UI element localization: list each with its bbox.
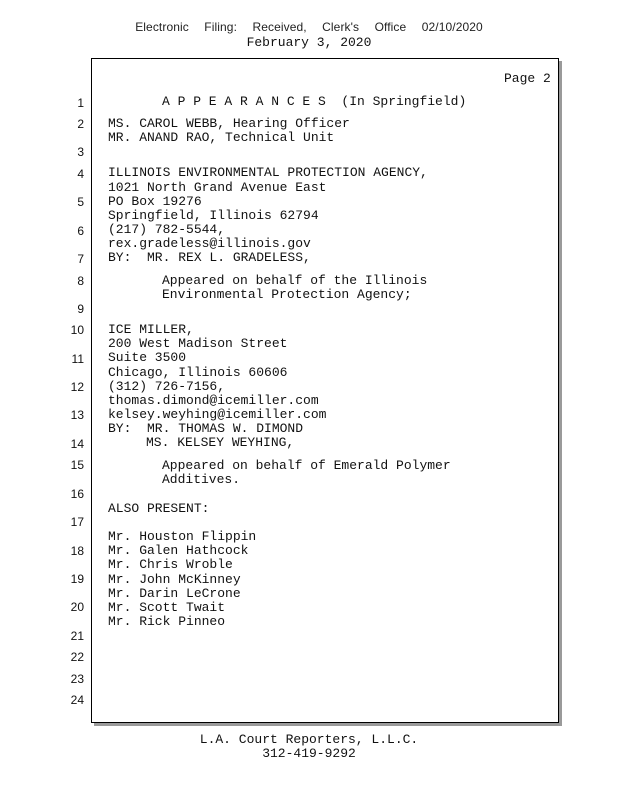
transcript-line: (312) 726-7156, (108, 379, 226, 394)
line-number: 5 (77, 195, 84, 209)
line-number: 19 (70, 572, 84, 586)
transcript-line: 1021 North Grand Avenue East (108, 180, 327, 195)
transcript-line: Appeared on behalf of the Illinois (162, 273, 428, 288)
line-number: 9 (77, 302, 84, 316)
line-number: 7 (77, 252, 84, 266)
line-number: 2 (77, 117, 84, 131)
line-number: 12 (70, 380, 84, 394)
page-number: Page 2 (504, 71, 551, 86)
footer-company: L.A. Court Reporters, L.L.C. (199, 732, 419, 747)
transcript-line: 200 West Madison Street (108, 336, 288, 351)
transcript-line: kelsey.weyhing@icemiller.com (108, 407, 327, 422)
line-number: 20 (70, 600, 84, 614)
transcript-line: ICE MILLER, (108, 322, 194, 337)
transcript-line: MS. CAROL WEBB, Hearing Officer (108, 116, 350, 131)
transcript-date: February 3, 2020 (246, 35, 372, 50)
transcript-line: Mr. Galen Hathcock (108, 543, 249, 558)
transcript-line: BY: MR. THOMAS W. DIMOND (108, 421, 304, 436)
line-number: 17 (70, 515, 84, 529)
transcript-line: Additives. (162, 472, 241, 487)
line-number: 11 (71, 352, 84, 366)
transcript-line: Mr. Houston Flippin (108, 529, 257, 544)
line-number: 14 (70, 437, 84, 451)
transcript-line: Suite 3500 (108, 350, 187, 365)
transcript-line: Chicago, Illinois 60606 (108, 365, 288, 380)
transcript-line: PO Box 19276 (108, 194, 202, 209)
line-number: 22 (70, 650, 84, 664)
transcript-line: BY: MR. REX L. GRADELESS, (108, 250, 311, 265)
transcript-line: MR. ANAND RAO, Technical Unit (108, 130, 335, 145)
footer-phone: 312-419-9292 (262, 746, 356, 761)
filing-stamp: Electronic Filing: Received, Clerk's Office 02/10/2020 (135, 20, 483, 34)
transcript-line: Springfield, Illinois 62794 (108, 208, 319, 223)
line-number: 3 (77, 145, 84, 159)
line-number: 23 (70, 672, 84, 686)
transcript-line: Mr. John McKinney (108, 572, 241, 587)
transcript-line: thomas.dimond@icemiller.com (108, 393, 319, 408)
line-number: 6 (77, 224, 84, 238)
line-number: 13 (70, 408, 84, 422)
transcript-line: ILLINOIS ENVIRONMENTAL PROTECTION AGENCY, (108, 165, 428, 180)
line-number: 4 (77, 167, 84, 181)
transcript-line: Mr. Scott Twait (108, 600, 226, 615)
line-number: 1 (77, 96, 84, 110)
line-number: 21 (70, 629, 84, 643)
line-number: 24 (70, 693, 84, 707)
line-number: 18 (70, 544, 84, 558)
transcript-line: rex.gradeless@illinois.gov (108, 236, 311, 251)
transcript-line: Mr. Chris Wroble (108, 557, 233, 572)
line-number: 10 (70, 323, 84, 337)
appearances-heading: A P P E A R A N C E S (In Springfield) (162, 94, 467, 109)
line-number: 16 (70, 487, 84, 501)
transcript-line: MS. KELSEY WEYHING, (146, 435, 295, 450)
transcript-line: (217) 782-5544, (108, 222, 226, 237)
line-number: 15 (70, 458, 84, 472)
transcript-line: ALSO PRESENT: (108, 501, 210, 516)
transcript-line: Appeared on behalf of Emerald Polymer (162, 458, 451, 473)
transcript-line: Mr. Darin LeCrone (108, 586, 241, 601)
transcript-line: Environmental Protection Agency; (162, 287, 412, 302)
transcript-line: Mr. Rick Pinneo (108, 614, 226, 629)
line-number: 8 (77, 274, 84, 288)
